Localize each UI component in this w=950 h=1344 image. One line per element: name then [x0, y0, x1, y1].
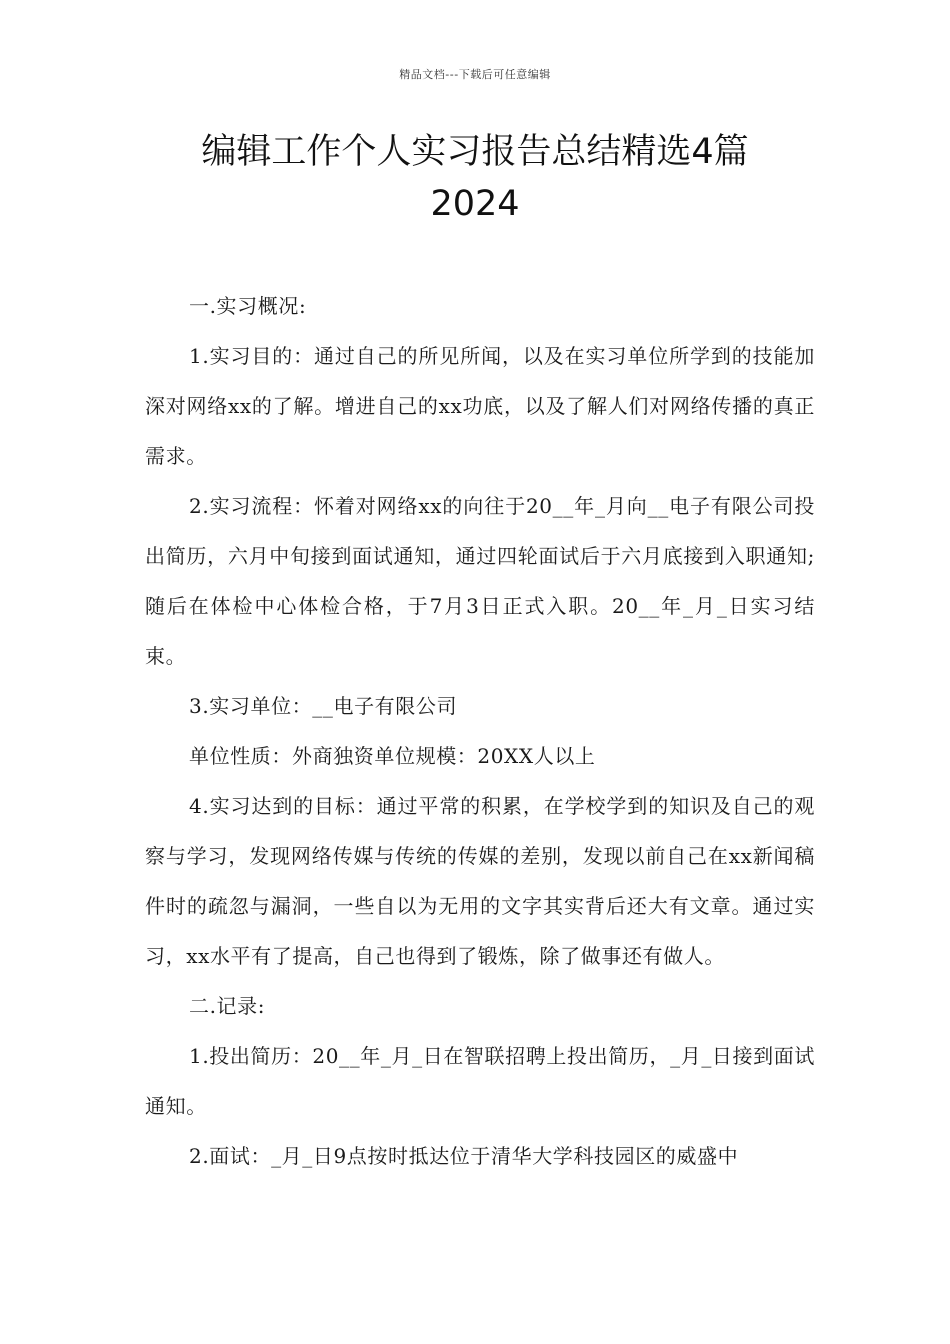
section-heading-record: 二.记录: [189, 994, 266, 1018]
document-title [120, 126, 830, 230]
paragraph-goals: 4.实习达到的目标：通过平常的积累，在学校学到的知识及自己的观察与学习，发现网络传媒与传统的传媒的差别，发现以前自己在xx新闻稿件时的疏忽与漏洞，一些自以为无用的文字其实背后还大有文章。通过实习，xx水平有了提高，自己也得到了锻炼，除了做事还有做人。 [145, 794, 815, 968]
title-line-2: 2024 [430, 184, 520, 224]
paragraph-purpose: 1.实习目的：通过自己的所见所闻，以及在实习单位所学到的技能加深对网络xx的了解。增进自己的xx功底，以及了解人们对网络传播的真正需求。 [145, 344, 815, 468]
document-body [145, 281, 815, 1181]
paragraph-resume: 1.投出简历：20__年_月_日在智联招聘上投出简历，_月_日接到面试通知。 [145, 1044, 815, 1118]
header-note: 精品文档---下载后可任意编辑 [399, 68, 551, 81]
paragraph-process: 2.实习流程：怀着对网络xx的向往于20__年_月向__电子有限公司投出简历，六月中旬接到面试通知，通过四轮面试后于六月底接到入职通知;随后在体检中心体检合格，于7月3日正式入职。20__年_月_日实习结束。 [145, 494, 815, 668]
title-line-1: 编辑工作个人实习报告总结精选4篇 [201, 132, 749, 172]
section-heading-overview: 一.实习概况: [189, 294, 307, 318]
paragraph-unit-nature: 单位性质：外商独资单位规模：20XX人以上 [189, 744, 596, 768]
paragraph-interview: 2.面试：_月_日9点按时抵达位于清华大学科技园区的威盛中 [189, 1144, 739, 1168]
paragraph-unit: 3.实习单位：__电子有限公司 [189, 694, 458, 718]
